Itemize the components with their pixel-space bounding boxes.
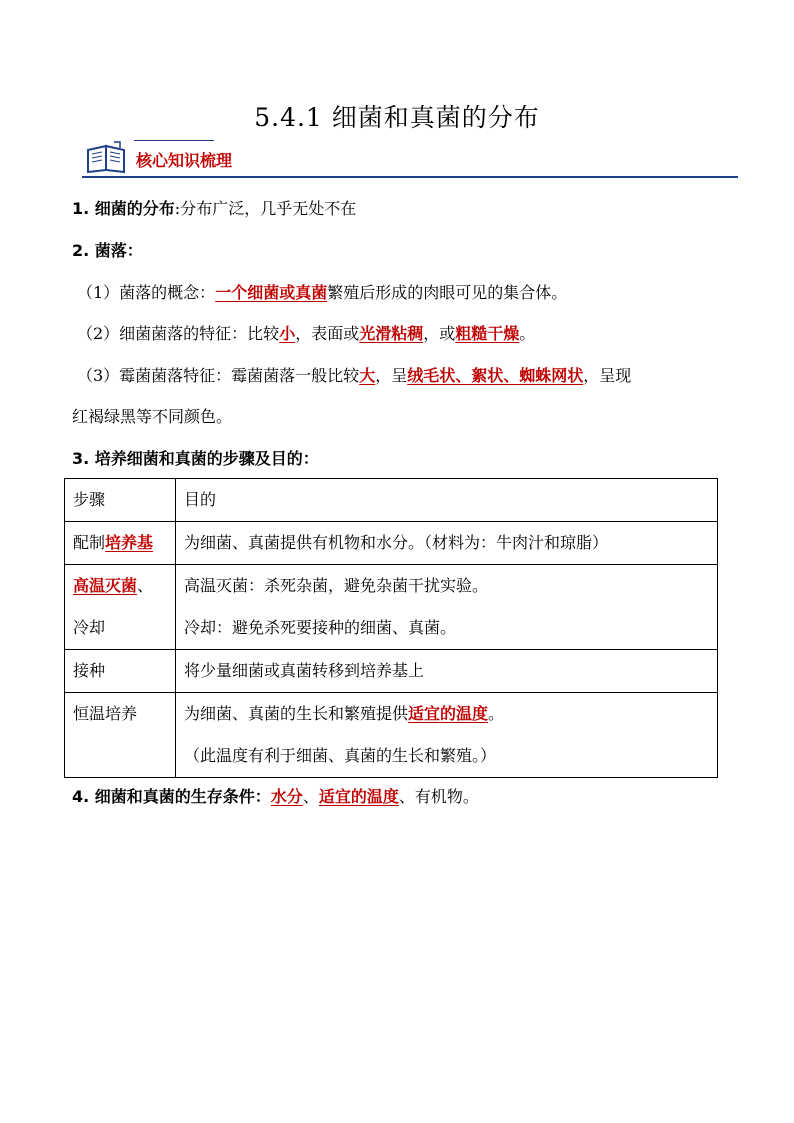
point-1: 1. 细菌的分布:分布广泛，几乎无处不在 (72, 199, 357, 218)
point-2-1: （1）菌落的概念：一个细菌或真菌繁殖后形成的肉眼可见的集合体。 (77, 283, 568, 302)
point-3-heading: 3. 培养细菌和真菌的步骤及目的： (72, 449, 319, 468)
table-cell: 接种 (65, 650, 176, 693)
header-rule-bottom (82, 176, 738, 178)
table-row (65, 522, 718, 565)
section-label: 核心知识梳理 (136, 151, 233, 170)
table-row (65, 565, 718, 650)
table-row (65, 650, 718, 693)
page-title: 5.4.1 细菌和真菌的分布 (254, 103, 540, 132)
book-icon (84, 140, 130, 176)
table-cell: 目的 (176, 479, 718, 522)
point-4: 4. 细菌和真菌的生存条件：水分、适宜的温度、有机物。 (72, 787, 479, 806)
point-2-2: （2）细菌菌落的特征：比较小，表面或光滑粘稠，或粗糙干燥。 (77, 324, 536, 343)
table-row (65, 479, 718, 522)
point-2-3-cont: 红褐绿黑等不同颜色。 (72, 407, 233, 426)
table-cell: 高温灭菌：杀死杂菌，避免杂菌干扰实验。 冷却：避免杀死要接种的细菌、真菌。 (176, 565, 718, 650)
point-2-3: （3）霉菌菌落特征：霉菌菌落一般比较大，呈绒毛状、絮状、蜘蛛网状，呈现 (77, 366, 632, 385)
table-cell: 恒温培养 (65, 693, 176, 778)
point-2-heading: 2. 菌落： (72, 241, 143, 260)
table-cell: 为细菌、真菌提供有机物和水分。（材料为：牛肉汁和琼脂） (176, 522, 718, 565)
steps-table (64, 478, 718, 778)
header-rule-top (134, 140, 214, 141)
table-cell: 高温灭菌、 冷却 (65, 565, 176, 650)
table-row (65, 693, 718, 778)
section-header (82, 138, 738, 180)
table-cell: 配制培养基 (65, 522, 176, 565)
table-cell: 将少量细菌或真菌转移到培养基上 (176, 650, 718, 693)
table-cell: 为细菌、真菌的生长和繁殖提供适宜的温度。 （此温度有利于细菌、真菌的生长和繁殖。） (176, 693, 718, 778)
table-cell: 步骤 (65, 479, 176, 522)
